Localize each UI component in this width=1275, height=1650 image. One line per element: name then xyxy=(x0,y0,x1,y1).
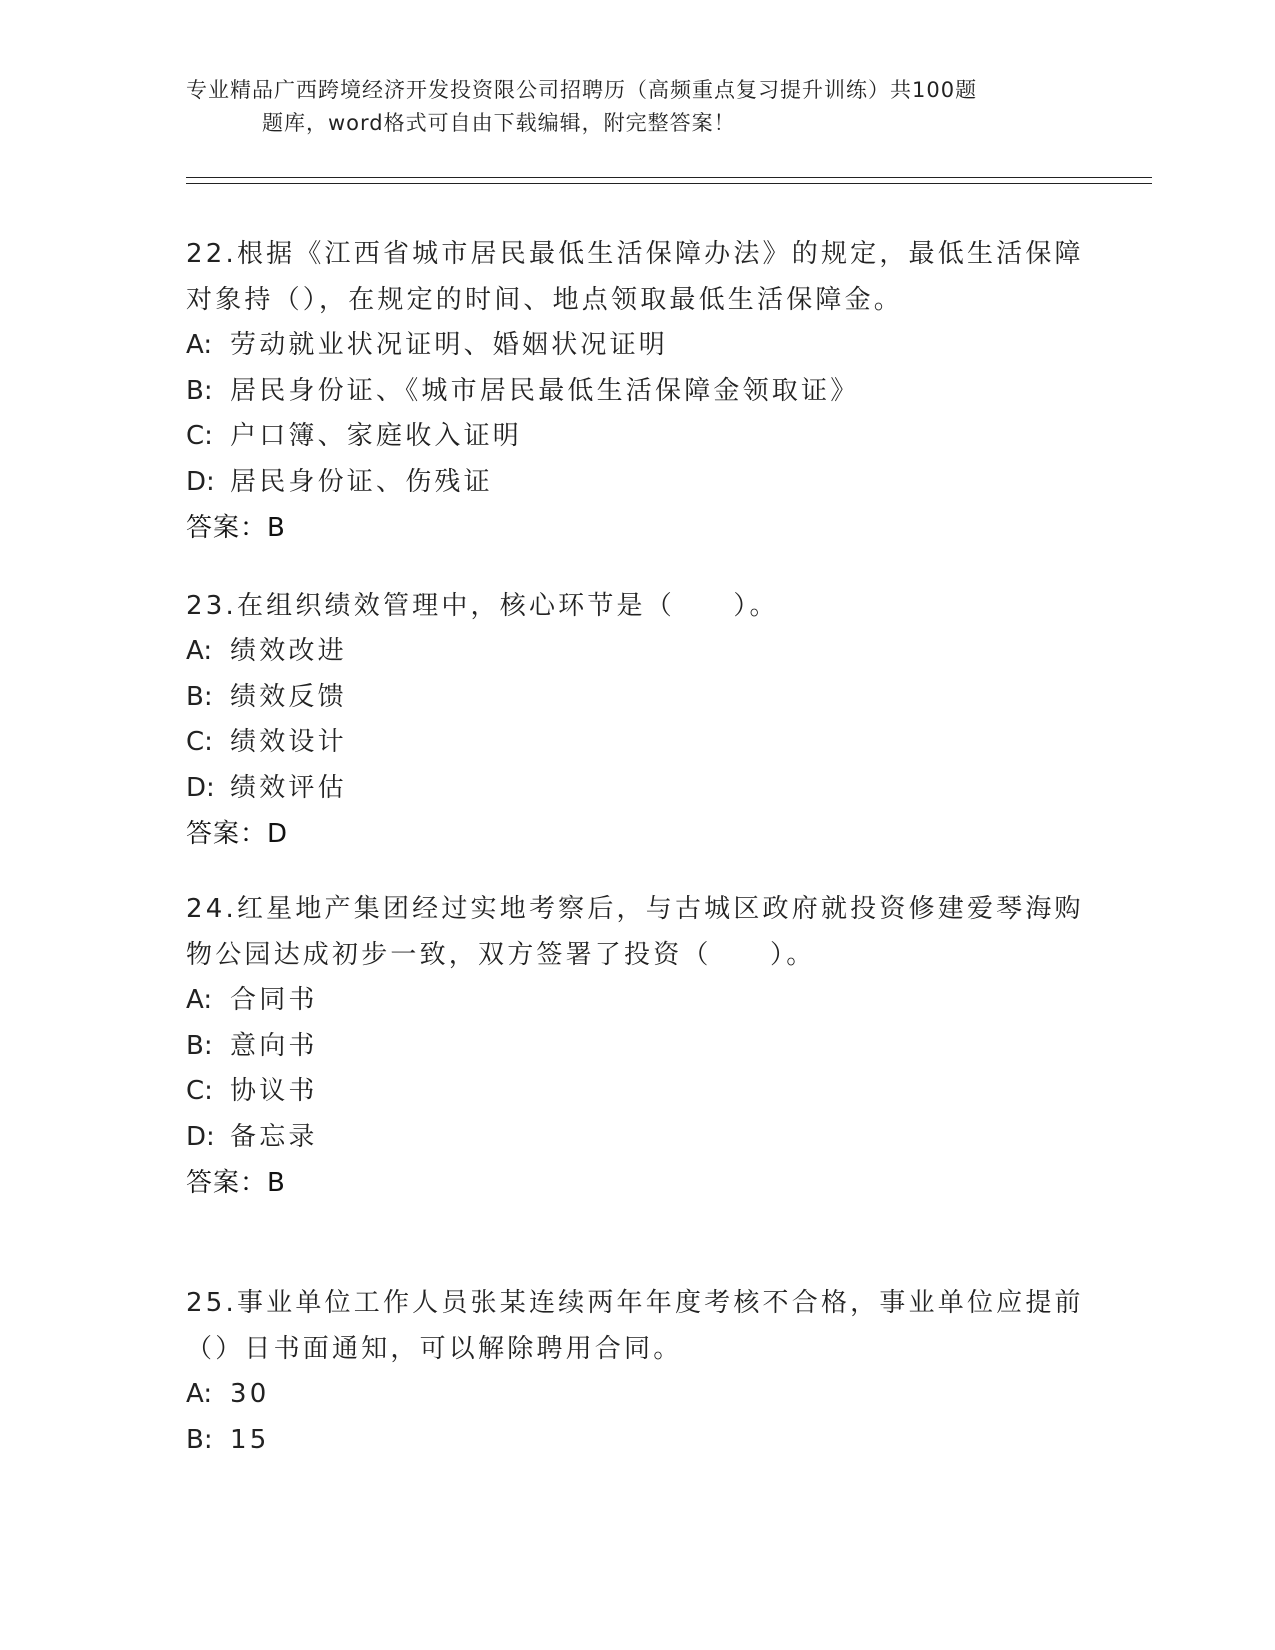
option-c xyxy=(186,720,1086,766)
option-key: B: xyxy=(186,1424,213,1455)
option-text: 绩效评估 xyxy=(230,772,347,803)
answer-line xyxy=(186,505,1086,551)
question-stem-line: 24.红星地产集团经过实地考察后，与古城区政府就投资修建爱琴海购 xyxy=(186,894,1084,924)
option-text: 协议书 xyxy=(230,1076,318,1107)
option-d xyxy=(186,1115,1086,1161)
option-c xyxy=(186,414,1086,460)
option-a xyxy=(186,323,1086,369)
option-d xyxy=(186,460,1086,506)
option-text: 绩效设计 xyxy=(230,727,347,758)
question-stem-line: 23.在组织绩效管理中，核心环节是（ ）。 xyxy=(186,591,779,621)
header-divider-bottom xyxy=(186,183,1152,184)
option-key: A: xyxy=(186,1379,213,1409)
question-stem-line: 物公园达成初步一致，双方签署了投资（ ）。 xyxy=(186,940,816,970)
option-c xyxy=(186,1069,1086,1115)
question-stem-line: 22.根据《江西省城市居民最低生活保障办法》的规定，最低生活保障 xyxy=(186,239,1084,269)
option-b xyxy=(186,1418,1086,1464)
option-key: A: xyxy=(186,636,213,666)
answer-label: 答案： xyxy=(186,513,268,544)
answer-value: B xyxy=(267,1168,286,1199)
answer-label: 答案： xyxy=(186,1168,268,1199)
option-key: D: xyxy=(186,772,215,803)
answer-label: 答案： xyxy=(186,819,268,850)
option-d xyxy=(186,766,1086,812)
option-text: 居民身份证、伤残证 xyxy=(230,466,493,497)
option-key: B: xyxy=(186,681,213,712)
option-a xyxy=(186,1372,1086,1418)
question-23 xyxy=(186,583,1086,857)
option-key: A: xyxy=(186,985,213,1015)
question-stem-line: 对象持（），在规定的时间、地点领取最低生活保障金。 xyxy=(186,285,904,315)
answer-value: B xyxy=(267,513,286,544)
option-key: B: xyxy=(186,1030,213,1061)
option-text: 居民身份证、《城市居民最低生活保障金领取证》 xyxy=(230,375,860,406)
option-text: 意向书 xyxy=(230,1030,318,1061)
header-divider-top xyxy=(186,177,1152,178)
option-a xyxy=(186,629,1086,675)
question-24 xyxy=(186,886,1086,1206)
option-text: 15 xyxy=(230,1424,270,1455)
option-text: 绩效改进 xyxy=(230,636,347,666)
option-text: 30 xyxy=(230,1379,270,1409)
option-key: D: xyxy=(186,1121,215,1152)
question-25 xyxy=(186,1280,1086,1463)
header-title-line1: 专业精品广西跨境经济开发投资限公司招聘历（高频重点复习提升训练）共100题 xyxy=(186,78,978,102)
answer-line xyxy=(186,1160,1086,1206)
option-key: C: xyxy=(186,421,213,452)
question-stem-line: 25.事业单位工作人员张某连续两年年度考核不合格，事业单位应提前 xyxy=(186,1288,1084,1318)
option-b xyxy=(186,369,1086,415)
option-a xyxy=(186,978,1086,1024)
question-stem-line: （）日书面通知，可以解除聘用合同。 xyxy=(186,1334,683,1364)
option-b xyxy=(186,675,1086,721)
option-text: 合同书 xyxy=(230,985,318,1015)
option-text: 户口簿、家庭收入证明 xyxy=(230,421,523,452)
question-22 xyxy=(186,231,1086,551)
document-header xyxy=(186,74,1086,140)
option-key: A: xyxy=(186,330,213,360)
option-text: 备忘录 xyxy=(230,1121,318,1152)
option-b xyxy=(186,1024,1086,1070)
answer-value: D xyxy=(267,819,289,850)
option-key: B: xyxy=(186,375,213,406)
header-title-line2: 题库，word格式可自由下载编辑，附完整答案！ xyxy=(262,111,736,135)
option-key: D: xyxy=(186,466,215,497)
option-text: 绩效反馈 xyxy=(230,681,347,712)
option-key: C: xyxy=(186,727,213,758)
option-text: 劳动就业状况证明、婚姻状况证明 xyxy=(230,330,669,360)
option-key: C: xyxy=(186,1076,213,1107)
answer-line xyxy=(186,811,1086,857)
